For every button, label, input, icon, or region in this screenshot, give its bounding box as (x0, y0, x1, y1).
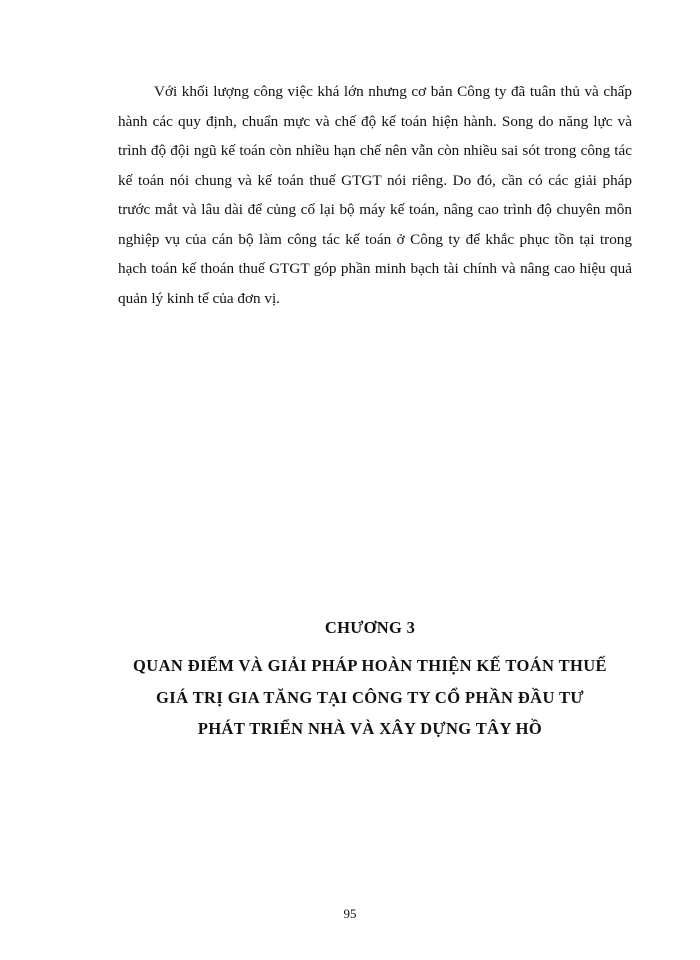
body-paragraph-text: Với khối lượng công việc khá lớn nhưng cơ bản Công ty đã tuân thủ và chấp hành các quy định, chuẩn mực và chế độ kế toán hiện hành. Song do năng lực và trình độ đội ngũ kế toán còn nhiều hạn chế nên vẫn còn nhiều sai sót trong công tác kế toán nói chung và kế toán thuế GTGT nói riêng. Do đó, cần có các giải pháp trước mắt và lâu dài để củng cố lại bộ máy kế toán, nâng cao trình độ chuyên môn nghiệp vụ của cán bộ làm công tác kế toán ở Công ty để khắc phục tồn tại trong hạch toán kế thoán thuế GTGT góp phần minh bạch tài chính và nâng cao hiệu quả quản lý kinh tế của đơn vị. (118, 83, 632, 307)
chapter-title (60, 650, 680, 745)
chapter-title-line-3: PHÁT TRIỂN NHÀ VÀ XÂY DỰNG TÂY HỒ (197, 719, 543, 738)
chapter-title-line-2: GIÁ TRỊ GIA TĂNG TẠI CÔNG TY CỔ PHẦN ĐẦU TƯ (156, 687, 584, 707)
chapter-number: CHƯƠNG 3 (324, 618, 416, 637)
body-paragraph (118, 77, 632, 313)
chapter-title-line-1: QUAN ĐIỂM VÀ GIẢI PHÁP HOÀN THIỆN KẾ TOÁN THUẾ (133, 656, 607, 675)
page-number: 95 (343, 906, 357, 921)
